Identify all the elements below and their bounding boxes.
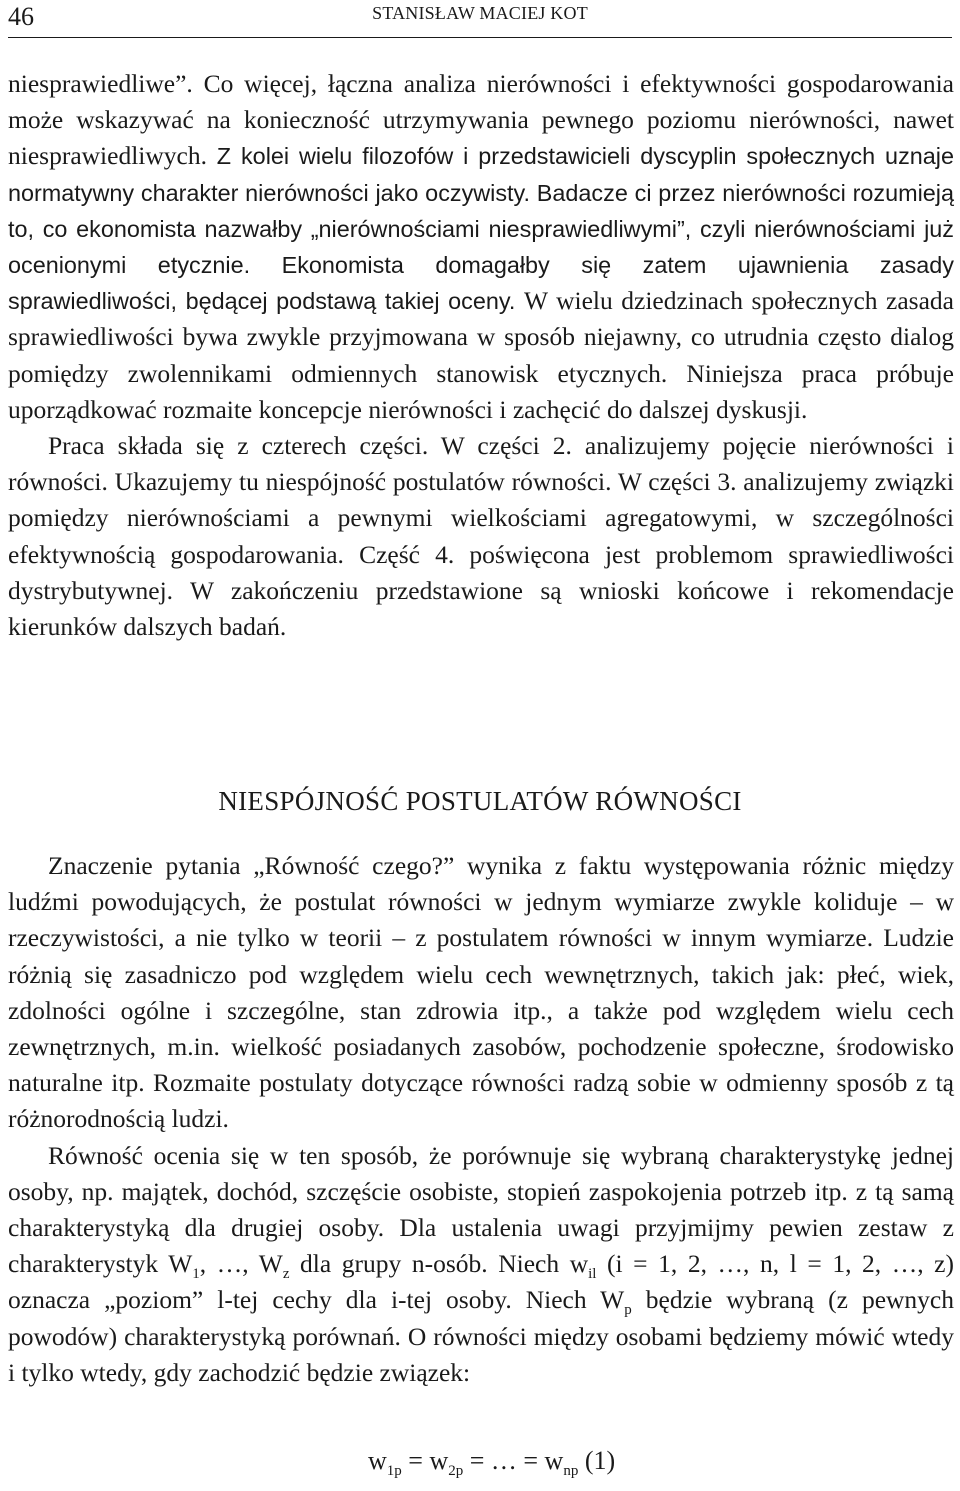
p2-subscript-il: il bbox=[588, 1266, 597, 1283]
formula-eq-2: = … = w bbox=[463, 1446, 564, 1475]
intro-paragraph-2: Praca składa się z czterech części. W części 2. analizujemy pojęcie nierówności i równości. Ukazujemy tu niespójność postulatów równości. W części 3. analizujemy związki pomiędzy nierównościami a pewnymi wielkościami agregatowymi, w szczególności efektywnością gospodarowania. Część 4. poświęcona jest problemom sprawiedliwości dystrybutywnej. W zakończeniu przedstawione są wnioski końcowe i rekomendacje kierunków dalszych badań. bbox=[8, 431, 954, 642]
p2-text-e: będzie wybraną (z pewnych powodów) charakterystyką porównań. O równości między osobami będziemy mówić wtedy i tylko wtedy, gdy zachodzić będzie związek: bbox=[8, 1285, 954, 1387]
intro-serif-1: niesprawiedliwe”. Co więcej, łączna analiza nierówności i efektywności gospodarowania może wskazywać na konieczność utrzymywania pewnego poziomu nierówności, nawet niesprawiedliwych. bbox=[8, 69, 954, 171]
p2-subscript-p: p bbox=[624, 1302, 632, 1319]
running-title: STANISŁAW MACIEJ KOT bbox=[372, 3, 588, 23]
p2-subscript-1: 1 bbox=[192, 1266, 200, 1283]
section-body bbox=[8, 848, 954, 1391]
p2-text-d: (i = 1, 2, …, n, l = 1, 2, …, z) oznacza „poziom” l-tej cechy dla i-tej osoby. Niech W bbox=[8, 1249, 954, 1315]
section-heading: NIESPÓJNOŚĆ POSTULATÓW RÓWNOŚCI bbox=[218, 786, 742, 816]
formula-sub-2p: 2p bbox=[448, 1463, 464, 1479]
intro-sans-1: Z kolei wielu filozofów i przedstawicieli dyscyplin społecznych uznaje normatywny charakter nierówności jako oczywisty. Badacze ci przez nierówności rozumieją to, co ekonomista nazwałby „nierównościami niesprawiedliwymi”, czyli nierównościami już ocenionymi etycznie. Ekonomista domagałby się zatem ujawnienia zasady sprawiedliwości, będącej podstawą takiej oceny. bbox=[8, 143, 954, 315]
formula-sub-np: np bbox=[563, 1463, 579, 1479]
running-head bbox=[8, 0, 952, 36]
intro-text bbox=[8, 66, 954, 645]
formula-sub-1p: 1p bbox=[386, 1463, 402, 1479]
equation-1 bbox=[368, 1446, 616, 1479]
header-rule bbox=[8, 37, 952, 38]
section-paragraph-2 bbox=[8, 1138, 954, 1391]
formula-w: w bbox=[368, 1446, 387, 1475]
page-number: 46 bbox=[8, 2, 34, 31]
formula-eq-1: = w bbox=[401, 1446, 449, 1475]
p2-text-a: Równość ocenia się w ten sposób, że porównuje się wybraną charakterystykę jednej osoby, np. majątek, dochód, szczęście osobiste, stopień zaspokojenia potrzeb itp. z tą samą charakterystyką dla drugiej osoby. Dla ustalenia uwagi przyjmijmy pewien zestaw z charakterystyk W bbox=[8, 1140, 954, 1279]
equation-label: (1) bbox=[578, 1446, 616, 1475]
intro-paragraph-1 bbox=[8, 66, 954, 428]
p2-text-c: dla grupy n-osób. Niech w bbox=[289, 1249, 589, 1279]
intro-serif-2: W wielu dziedzinach społecznych zasada sprawiedliwości bywa zwykle przyjmowana w sposób niejawny, co utrudnia często dialog pomiędzy zwolennikami odmiennych stanowisk etycznych. Niniejsza praca próbuje uporządkować rozmaite koncepcje nierówności i zachęcić do dalszej dyskusji. bbox=[8, 286, 954, 424]
p2-text-b: , …, W bbox=[199, 1249, 283, 1279]
p2-subscript-z: z bbox=[282, 1266, 290, 1283]
section-paragraph-1: Znaczenie pytania „Równość czego?” wynika z faktu występowania różnic między ludźmi powodujących, że postulat równości w jednym wymiarze zwykle koliduje – w rzeczywistości, a nie tylko w teorii – z postulatem równości w innym wymiarze. Ludzie różnią się zasadniczo pod względem wielu cech wewnętrznych, takich jak: płeć, wiek, zdolności ogólne i szczególne, stan zdrowia itp., a także pod względem wielu cech zewnętrznych, m.in. wielkość posiadanych zasobów, pochodzenie społeczne, środowisko naturalne itp. Rozmaite postulaty dotyczące równości radzą sobie w odmienny sposób z tą różnorodnością ludzi. bbox=[8, 851, 954, 1134]
